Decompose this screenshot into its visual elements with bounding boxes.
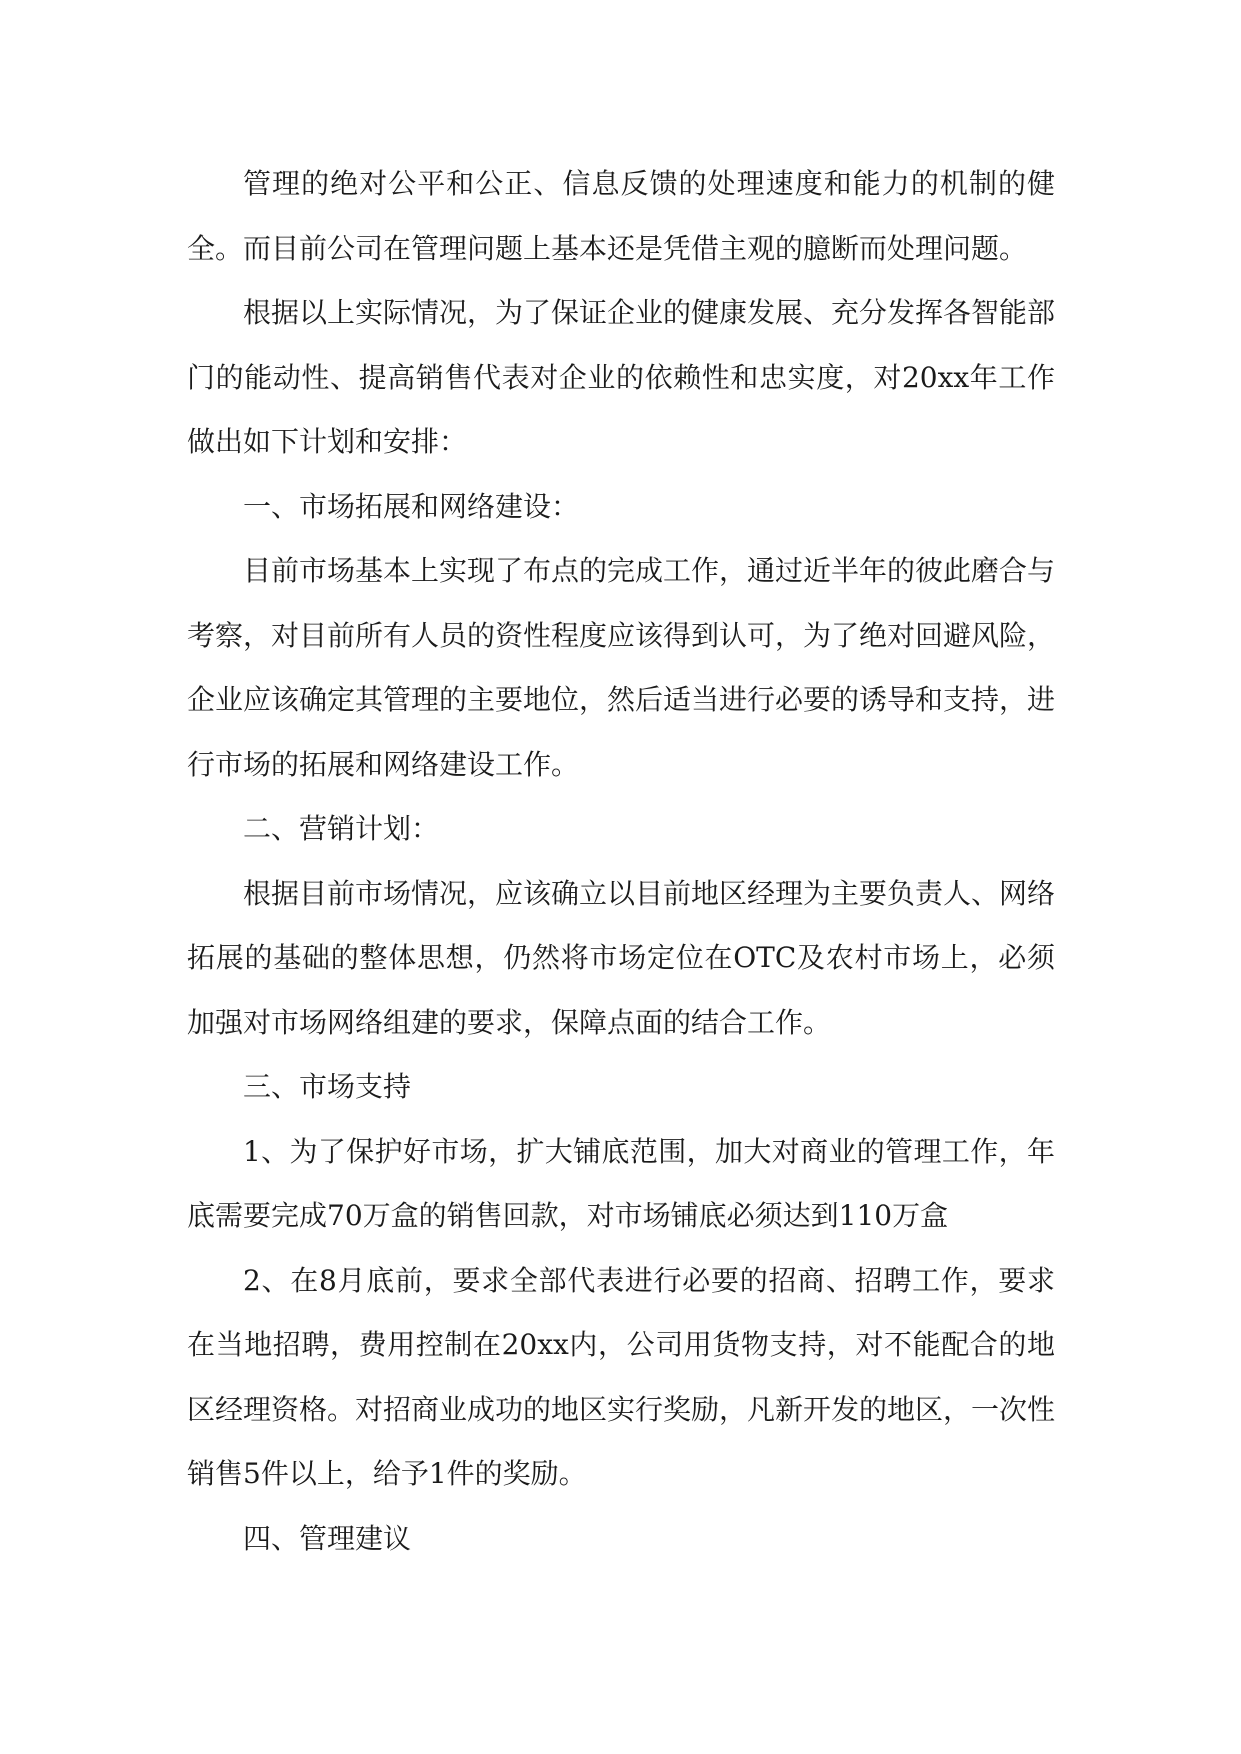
heading-market-support: 三、市场支持 xyxy=(243,1070,412,1103)
paragraph-market-support-2: 2、在8月底前，要求全部代表进行必要的招商、招聘工作，要求在当地招聘，费用控制在20xx内，公司用货物支持，对不能配合的地区经理资格。对招商业成功的地区实行奖励，凡新开发的地区，一次性销售5件以上，给予1件的奖励。 xyxy=(187,1263,1056,1490)
heading-market-expansion: 一、市场拓展和网络建设： xyxy=(243,489,580,523)
paragraph-market-expansion: 目前市场基本上实现了布点的完成工作，通过近半年的彼此磨合与考察，对目前所有人员的资性程度应该得到认可，为了绝对回避风险，企业应该确定其管理的主要地位，然后适当进行必要的诱导和支持，进行市场的拓展和网络建设工作。 xyxy=(187,554,1056,781)
paragraph-marketing-plan: 根据目前市场情况，应该确立以目前地区经理为主要负责人、网络拓展的基础的整体思想，仍然将市场定位在OTC及农村市场上，必须加强对市场网络组建的要求，保障点面的结合工作。 xyxy=(187,876,1056,1039)
heading-marketing-plan: 二、营销计划： xyxy=(243,812,440,845)
document-page xyxy=(187,152,1055,1571)
paragraph-plan-intro: 根据以上实际情况，为了保证企业的健康发展、充分发挥各智能部门的能动性、提高销售代表对企业的依赖性和忠实度，对20xx年工作做出如下计划和安排： xyxy=(187,296,1056,458)
heading-management-advice: 四、管理建议 xyxy=(243,1521,412,1555)
paragraph-management-fairness: 管理的绝对公平和公正、信息反馈的处理速度和能力的机制的健全。而目前公司在管理问题上基本还是凭借主观的臆断而处理问题。 xyxy=(187,167,1055,265)
paragraph-market-support-1: 1、为了保护好市场，扩大铺底范围，加大对商业的管理工作，年底需要完成70万盒的销售回款，对市场铺底必须达到110万盒 xyxy=(187,1134,1055,1232)
